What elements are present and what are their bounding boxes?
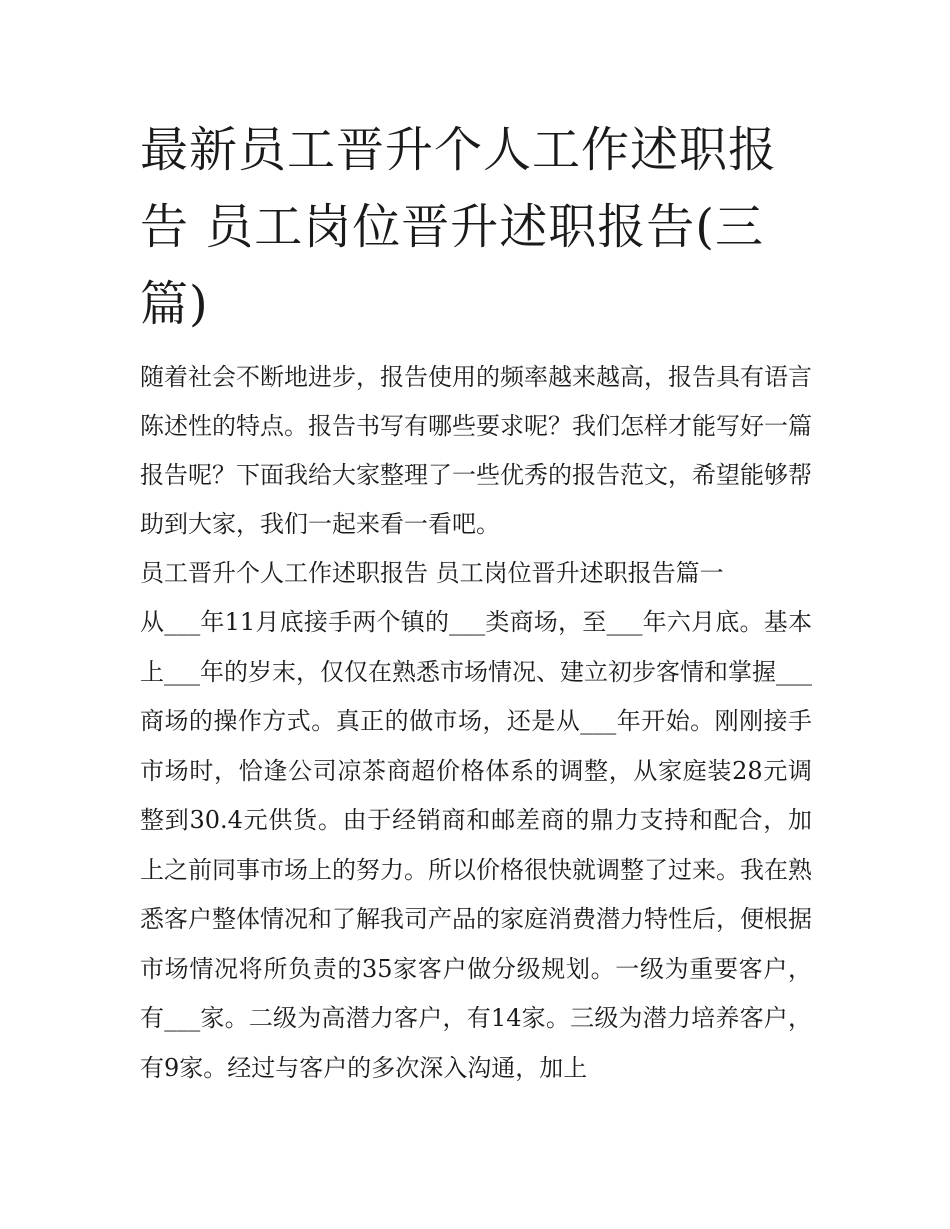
body-paragraph: 从___年11月底接手两个镇的___类商场，至___年六月底。基本上___年的岁末，仅仅在熟悉市场情况、建立初步客情和掌握___商场的操作方式。真正的做市场，还是从___年开始。刚刚接手市场时，恰逢公司凉茶商超价格体系的调整，从家庭装28元调整到30.4元供货。由于经销商和邮差商的鼎力支持和配合，加上之前同事市场上的努力。所以价格很快就调整了过来。我在熟悉客户整体情况和了解我司产品的家庭消费潜力特性后，便根据市场情况将所负责的35家客户做分级规划。一级为重要客户，有___家。二级为高潜力客户，有14家。三级为潜力培养客户，有9家。经过与客户的多次深入沟通，加上 [140, 608, 812, 1082]
intro-paragraph: 随着社会不断地进步，报告使用的频率越来越高，报告具有语言陈述性的特点。报告书写有哪些要求呢？我们怎样才能写好一篇报告呢？下面我给大家整理了一些优秀的报告范文，希望能够帮助到大家，我们一起来看一看吧。 [140, 363, 812, 538]
document-title: 最新员工晋升个人工作述职报告 员工岗位晋升述职报告(三篇) [140, 122, 778, 332]
section-heading: 员工晋升个人工作述职报告 员工岗位晋升述职报告篇一 [140, 559, 724, 587]
document-page [140, 112, 812, 1093]
